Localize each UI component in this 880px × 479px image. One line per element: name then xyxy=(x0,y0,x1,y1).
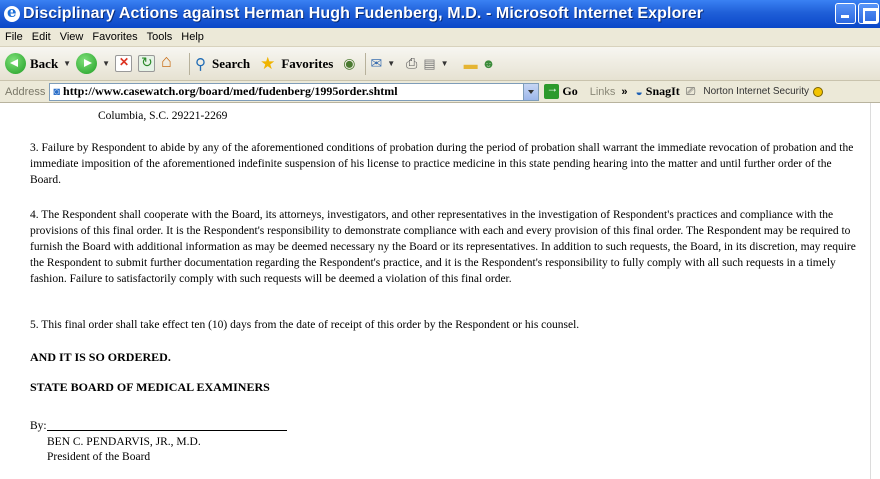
back-dropdown-icon[interactable]: ▼ xyxy=(63,59,72,68)
forward-arrow-icon[interactable] xyxy=(76,53,97,74)
paragraph-3: 3. Failure by Respondent to abide by any of the aforementioned conditions of probation during the period of probation shall warrant the immediate revocation of probation and the immediate imposition of the aforementioned indefinite suspension of his license to practice medicine in this state pending hearing into the matter and until further order of the Board. xyxy=(30,142,854,186)
menu-bar xyxy=(0,28,880,47)
address-input[interactable] xyxy=(49,83,539,101)
window-title: Disciplinary Actions against Herman Hugh Fudenberg, M.D. - Microsoft Internet Explorer xyxy=(23,5,704,22)
mail-dropdown-icon[interactable]: ▼ xyxy=(387,59,396,68)
address-bar xyxy=(0,81,880,103)
paragraph-5: 5. This final order shall take effect ten (10) days from the date of receipt of this order by the Respondent or his counsel. xyxy=(30,319,580,331)
back-button[interactable]: Back xyxy=(30,55,59,71)
menu-help[interactable]: Help xyxy=(181,31,204,43)
signer-name: BEN C. PENDARVIS, JR., M.D. xyxy=(47,436,201,448)
toolbar-separator xyxy=(365,53,366,75)
standard-toolbar xyxy=(0,47,880,81)
snagit-capture-icon[interactable]: ⎚ xyxy=(685,84,696,98)
folder-icon[interactable]: ▬ xyxy=(463,55,478,72)
norton-icon[interactable] xyxy=(813,87,823,97)
back-arrow-icon[interactable] xyxy=(5,53,26,74)
address-dropdown-icon[interactable] xyxy=(523,84,538,100)
stop-icon[interactable] xyxy=(115,55,132,72)
menu-edit[interactable]: Edit xyxy=(31,31,51,43)
history-icon[interactable]: ◉ xyxy=(343,55,356,71)
maximize-button[interactable] xyxy=(858,3,879,24)
mail-icon[interactable]: ✉ xyxy=(370,55,383,71)
vertical-scrollbar[interactable] xyxy=(870,103,880,479)
go-arrow-icon[interactable] xyxy=(544,84,559,99)
menu-view[interactable]: View xyxy=(59,31,84,43)
menu-favorites[interactable]: Favorites xyxy=(92,31,138,43)
menu-file[interactable]: File xyxy=(5,31,23,43)
refresh-icon[interactable] xyxy=(138,55,155,72)
paragraph-4: 4. The Respondent shall cooperate with the Board, its attorneys, investigators, and other representatives in the investigation of Respondent's practices and compliance with the provisions of this final order. It is the Respondent's responsibility to demonstrate compliance with each and every provision of this final order. The Respondent may be required to furnish the Board with additional information as may be deemed necessary ny the Board or its representatives. In addition to such requests, the Board, in its discretion, may require the Respondent to submit further documentation regarding the Respondent's practice, and it is the Respondent's responsibility to fully comply with all such requests in a timely fashion. Failure to satisfactorily comply with such requests will be deemed a violation of this final order. xyxy=(30,209,856,285)
address-line: Columbia, S.C. 29221-2269 xyxy=(98,110,228,122)
links-label[interactable]: Links xyxy=(589,85,616,98)
forward-dropdown-icon[interactable]: ▼ xyxy=(102,59,111,68)
minimize-button[interactable] xyxy=(835,3,856,24)
favorites-button[interactable]: Favorites xyxy=(281,55,334,71)
search-button[interactable]: Search xyxy=(212,55,251,71)
edit-dropdown-icon[interactable]: ▼ xyxy=(440,59,449,68)
search-icon[interactable]: ⚲ xyxy=(195,55,207,73)
signature-by-label: By: xyxy=(30,420,47,432)
edit-icon[interactable]: ▤ xyxy=(423,55,436,71)
favorites-star-icon[interactable]: ★ xyxy=(260,53,276,73)
ordered-heading: AND IT IS SO ORDERED. xyxy=(30,350,171,364)
address-label: Address xyxy=(5,85,46,98)
menu-tools[interactable]: Tools xyxy=(146,31,173,43)
snagit-icon[interactable]: ◒ xyxy=(635,84,643,99)
snagit-button[interactable]: SnagIt xyxy=(645,84,680,98)
signature-line xyxy=(47,430,287,431)
internet-explorer-icon xyxy=(4,6,20,22)
links-chevron-icon[interactable]: » xyxy=(621,85,628,98)
document-content xyxy=(0,103,870,479)
norton-label[interactable]: Norton Internet Security xyxy=(703,86,809,97)
page-icon: ◙ xyxy=(53,85,61,98)
title-bar xyxy=(0,0,880,28)
toolbar-separator xyxy=(189,53,190,75)
board-heading: STATE BOARD OF MEDICAL EXAMINERS xyxy=(30,380,270,394)
go-button[interactable]: Go xyxy=(562,84,578,98)
messenger-icon[interactable]: ☻ xyxy=(481,56,496,71)
signer-title: President of the Board xyxy=(47,451,151,463)
print-icon[interactable]: ⎙ xyxy=(406,55,418,71)
home-icon[interactable] xyxy=(161,55,178,72)
address-url[interactable]: http://www.casewatch.org/board/med/fudenberg/1995order.shtml xyxy=(63,84,398,98)
